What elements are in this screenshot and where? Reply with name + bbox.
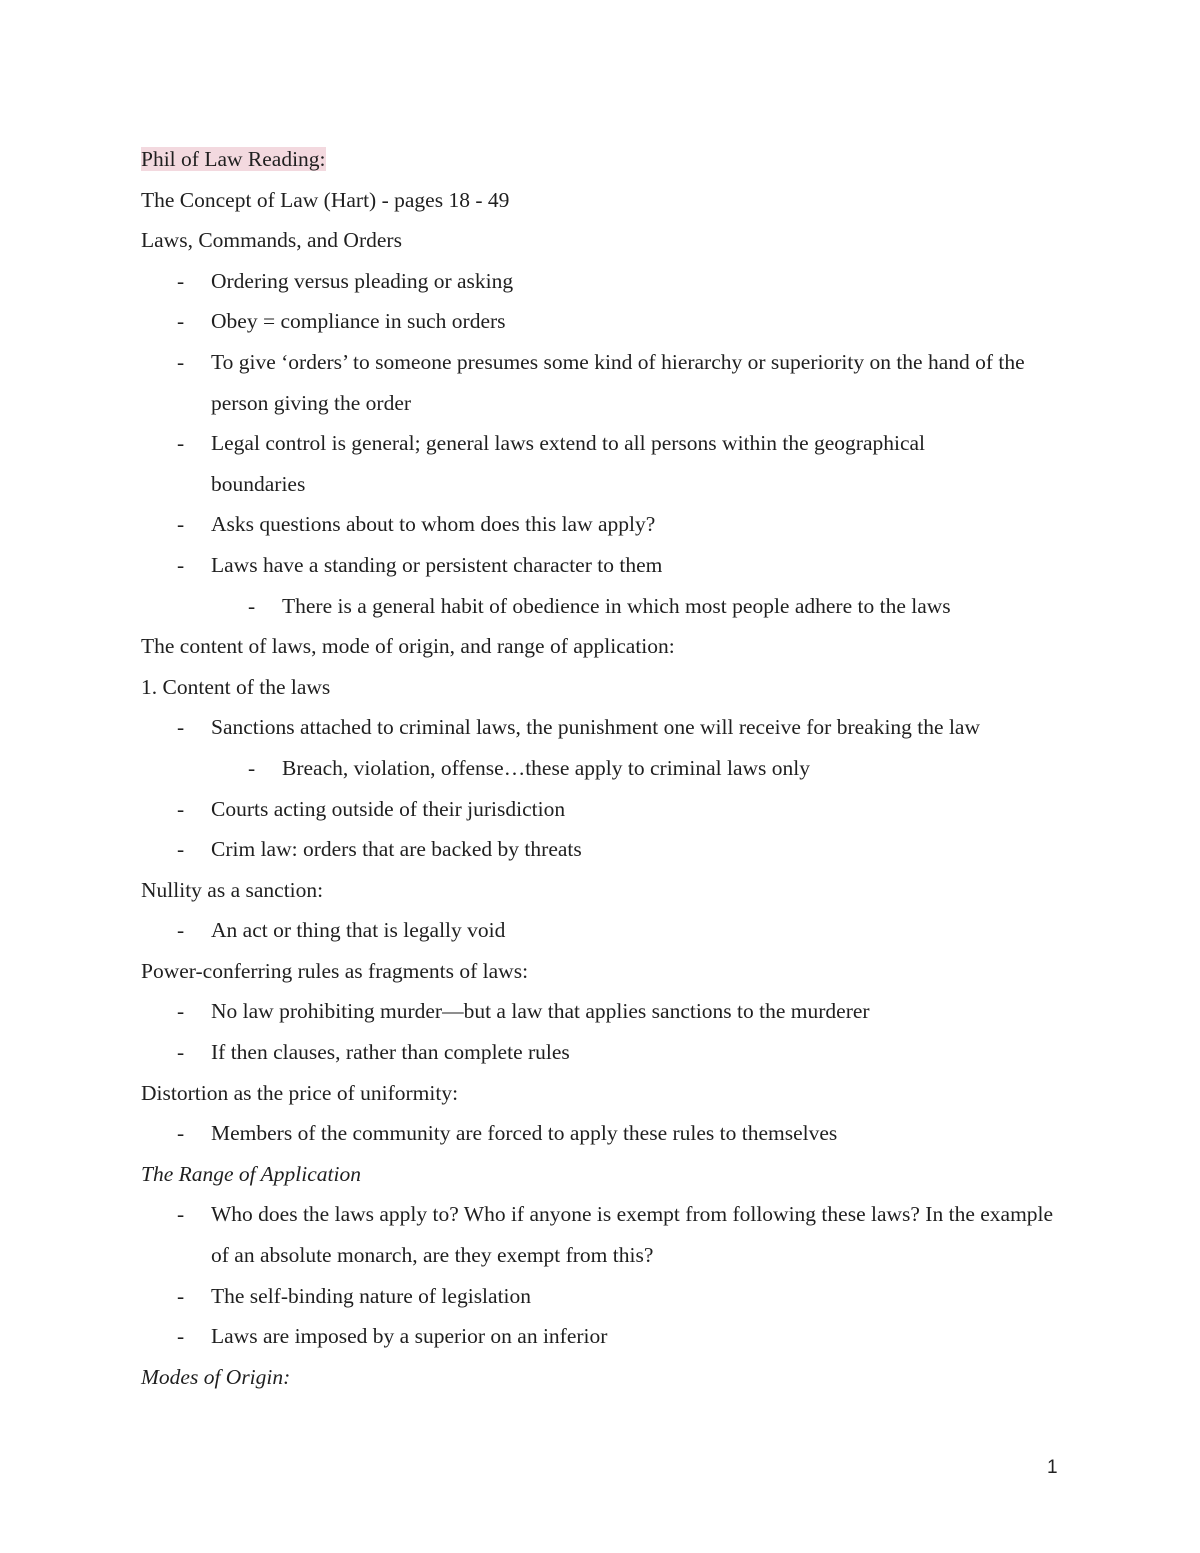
bullet-dash: -: [177, 999, 185, 1024]
bullet-dash: -: [177, 918, 185, 943]
section-heading-laws-commands-orders: Laws, Commands, and Orders: [141, 228, 402, 253]
bullet-dash: -: [177, 1283, 185, 1308]
list-item: [141, 261, 1071, 302]
list-item-text: Laws have a standing or persistent character to them: [211, 552, 663, 577]
bullet-dash: -: [177, 431, 185, 456]
sub-list-item: [141, 586, 1071, 627]
list-item: [141, 1316, 1071, 1357]
list-item: [141, 789, 1071, 830]
list-item-text: Sanctions attached to criminal laws, the punishment one will receive for breaking the law: [211, 715, 980, 740]
list-item: [141, 423, 1001, 504]
list-item-text: Crim law: orders that are backed by threats: [211, 837, 582, 862]
list-item: [141, 707, 1071, 748]
list-item-text: Courts acting outside of their jurisdiction: [211, 796, 566, 821]
numbered-heading-content-of-laws: 1. Content of the laws: [141, 674, 331, 699]
bullet-dash: -: [177, 512, 185, 537]
bullet-dash: -: [177, 796, 185, 821]
sub-list-item: [141, 748, 1071, 789]
list-item: [141, 301, 1071, 342]
document-body: [141, 139, 1071, 1397]
bullet-dash: -: [177, 1121, 185, 1146]
sub-list-item-text: Breach, violation, offense…these apply to criminal laws only: [282, 755, 811, 780]
list-item-text: The self-binding nature of legislation: [211, 1283, 532, 1308]
bullet-dash: -: [177, 837, 185, 862]
document-title: Phil of Law Reading:: [141, 147, 326, 171]
list-item-text: If then clauses, rather than complete rules: [211, 1040, 570, 1065]
list-item: [141, 342, 1071, 423]
list-item: [141, 504, 1071, 545]
bullet-dash: -: [177, 552, 185, 577]
list-item: [141, 1194, 1071, 1275]
list-item-text: Laws are imposed by a superior on an inferior: [211, 1324, 608, 1349]
list-item: [141, 1032, 1071, 1073]
list-item-text: Obey = compliance in such orders: [211, 309, 506, 334]
bullet-dash: -: [177, 1040, 185, 1065]
list-item-text: No law prohibiting murder—but a law that applies sanctions to the murderer: [211, 999, 870, 1024]
bullet-dash: -: [177, 309, 185, 334]
list-item-text: Members of the community are forced to apply these rules to themselves: [211, 1121, 838, 1146]
list-item-text: Ordering versus pleading or asking: [211, 268, 514, 293]
list-item-text: To give ‘orders’ to someone presumes some kind of hierarchy or superiority on the hand of the person giving the order: [211, 349, 1025, 415]
list-item: [141, 991, 1071, 1032]
bullet-dash: -: [248, 593, 256, 618]
bullet-dash: -: [177, 349, 185, 374]
section-heading-range-of-application: The Range of Application: [141, 1161, 361, 1186]
list-item: [141, 910, 1071, 951]
list-item-text: An act or thing that is legally void: [211, 918, 506, 943]
bullet-dash: -: [177, 1202, 185, 1227]
list-item-text: Asks questions about to whom does this law apply?: [211, 512, 656, 537]
bullet-dash: -: [248, 755, 256, 780]
list-item: [141, 829, 1071, 870]
section-heading-modes-of-origin: Modes of Origin:: [141, 1364, 291, 1389]
document-subtitle: The Concept of Law (Hart) - pages 18 - 49: [141, 187, 510, 212]
list-item: [141, 1113, 1071, 1154]
sub-list-item-text: There is a general habit of obedience in which most people adhere to the laws: [282, 593, 951, 618]
section-heading-nullity: Nullity as a sanction:: [141, 877, 324, 902]
list-item: [141, 545, 1071, 586]
list-item: [141, 1276, 1071, 1317]
section-heading-distortion: Distortion as the price of uniformity:: [141, 1080, 459, 1105]
page-number: 1: [1047, 1457, 1058, 1478]
bullet-dash: -: [177, 1324, 185, 1349]
list-item-text: Who does the laws apply to? Who if anyone is exempt from following these laws? In the example of an absolute monarch, are they exempt from this?: [211, 1202, 1054, 1268]
section-heading-content-origin-range: The content of laws, mode of origin, and range of application:: [141, 634, 675, 659]
bullet-dash: -: [177, 715, 185, 740]
bullet-dash: -: [177, 268, 185, 293]
section-heading-power-conferring-rules: Power-conferring rules as fragments of laws:: [141, 958, 529, 983]
list-item-text: Legal control is general; general laws extend to all persons within the geographical boundaries: [211, 431, 926, 496]
document-title-line: [141, 139, 1071, 180]
